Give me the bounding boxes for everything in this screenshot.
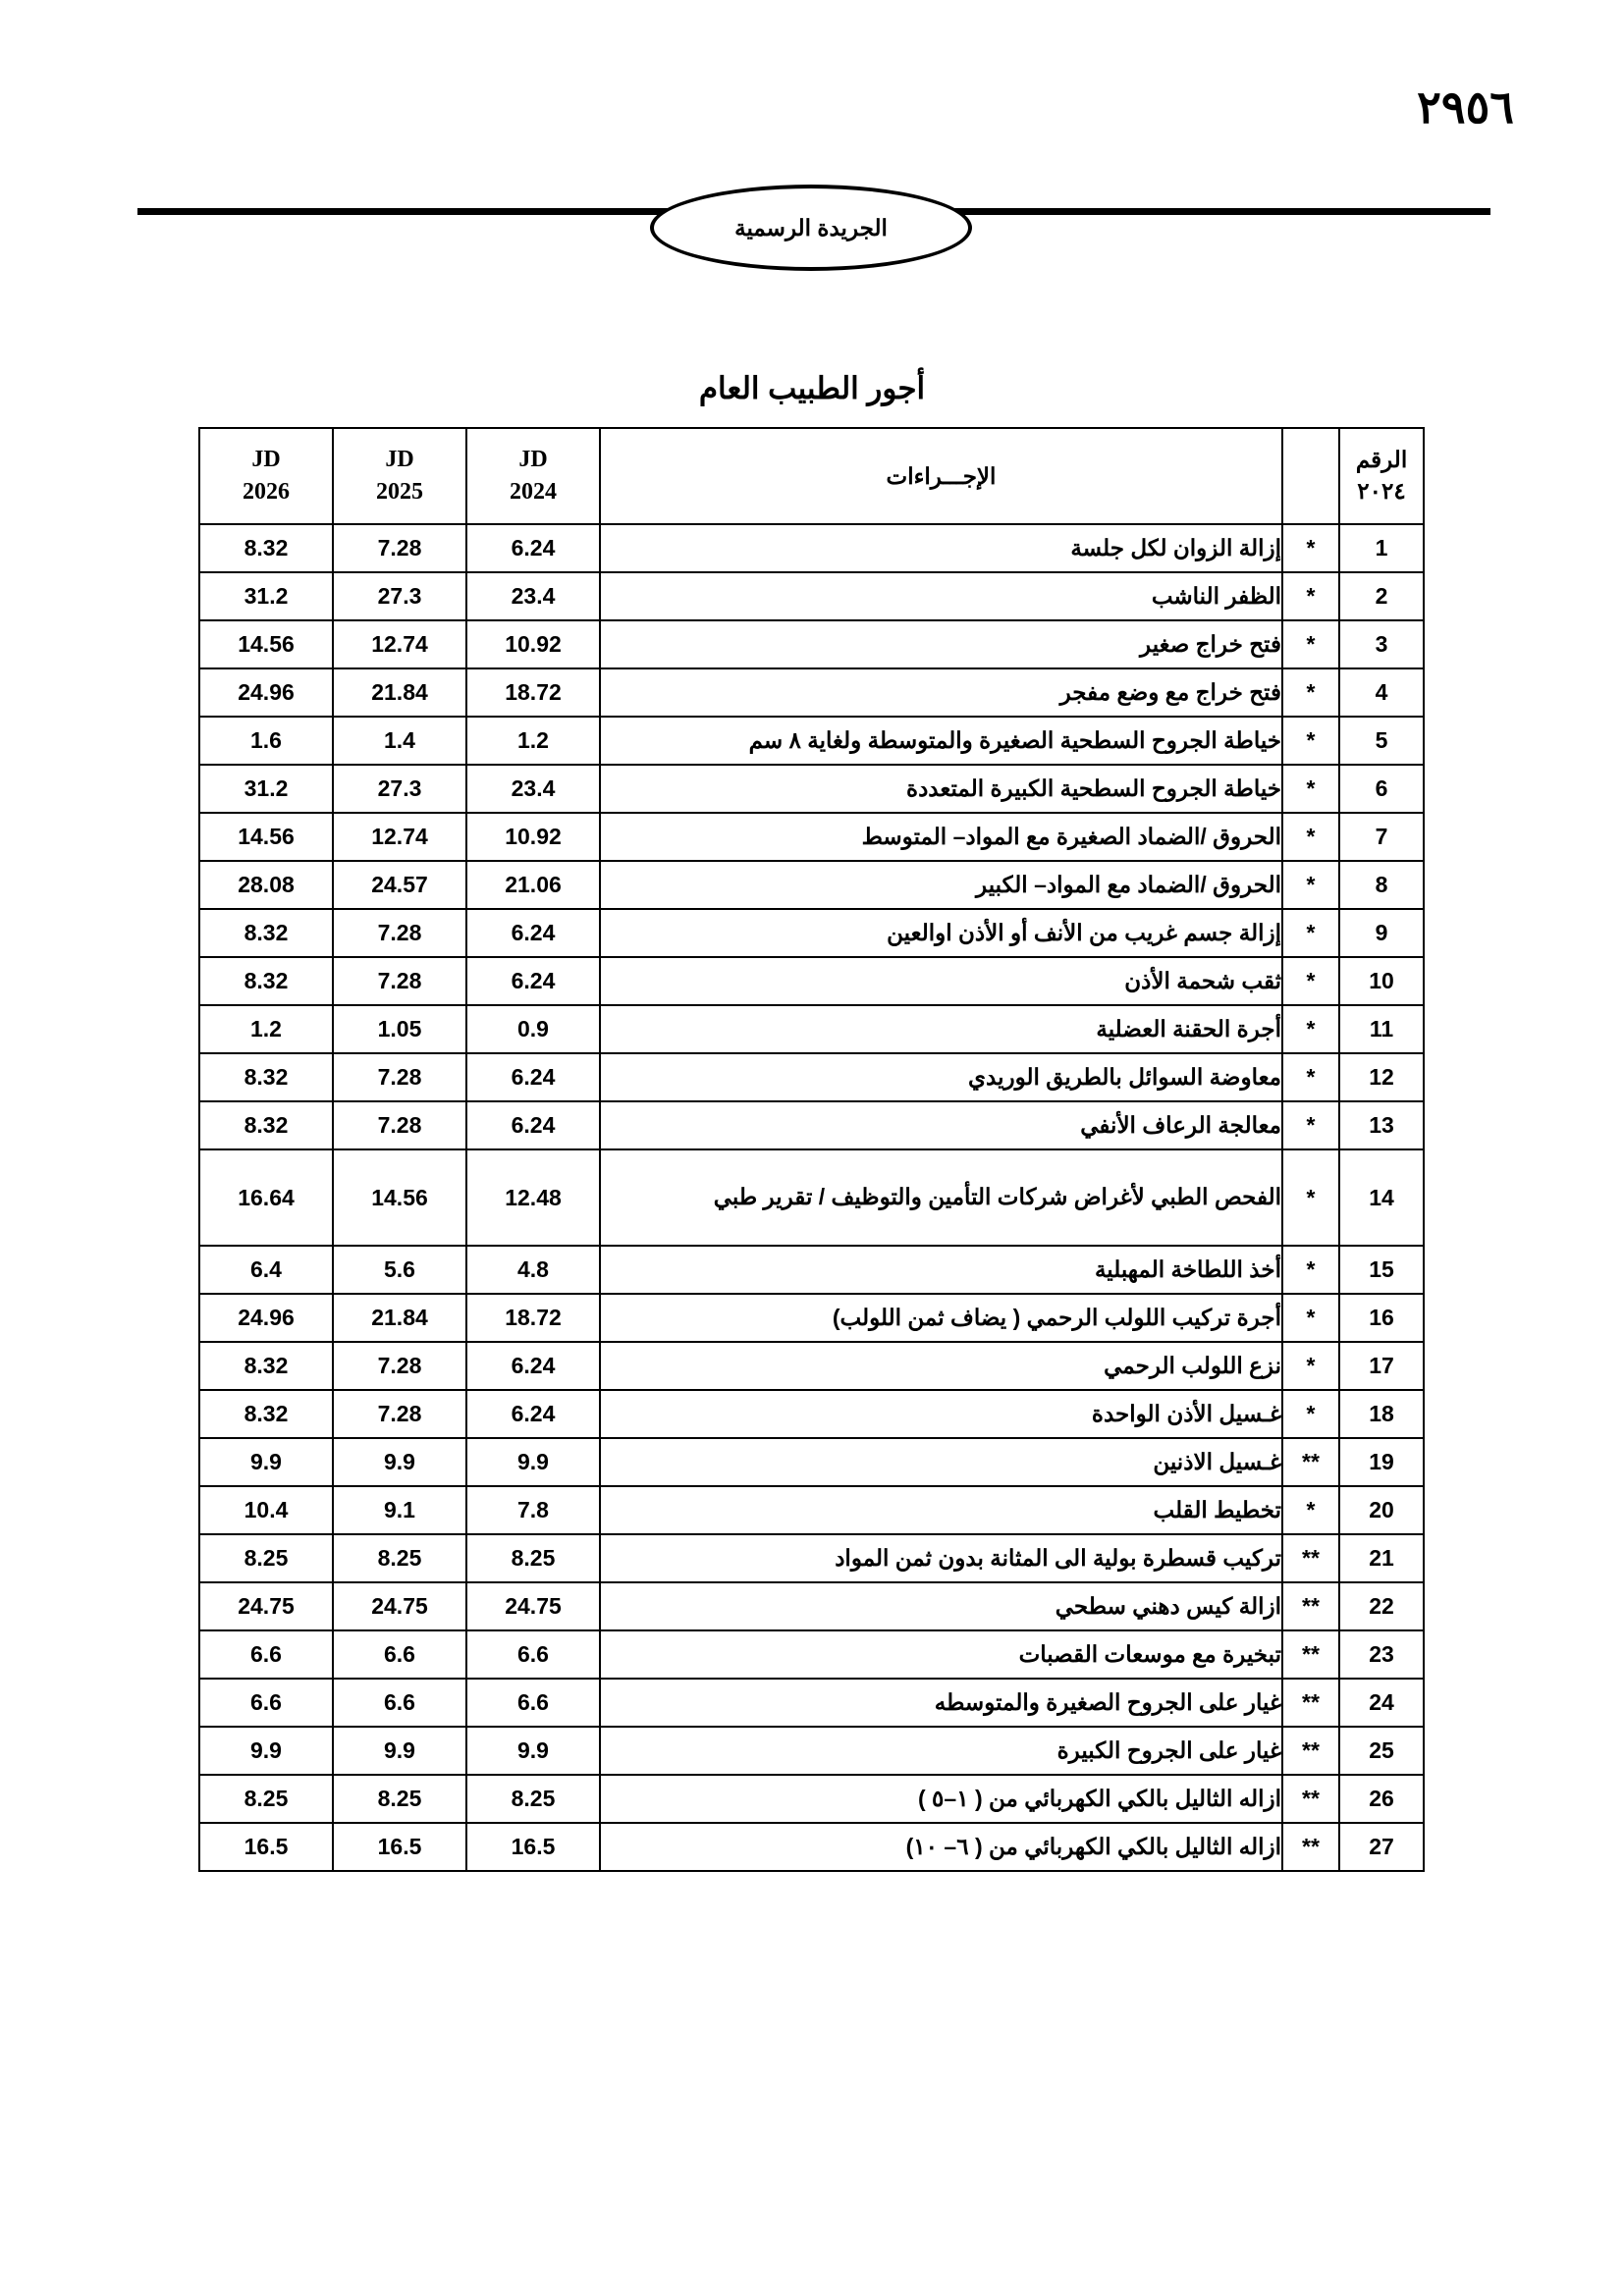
row-procedure: أخذ اللطاخة المهبلية (600, 1246, 1282, 1294)
table-row (199, 717, 1424, 765)
row-price-2025: 14.56 (333, 1149, 466, 1246)
row-price-2024: 6.6 (466, 1630, 600, 1679)
row-number: 4 (1339, 668, 1424, 717)
row-procedure: تركيب قسطرة بولية الى المثانة بدون ثمن المواد (600, 1534, 1282, 1582)
row-star-marker: * (1282, 1053, 1339, 1101)
row-price-2024: 7.8 (466, 1486, 600, 1534)
row-procedure: خياطة الجروح السطحية الكبيرة المتعددة (600, 765, 1282, 813)
page-number: ٢٩٥٦ (1417, 82, 1514, 133)
row-price-2024: 6.24 (466, 1342, 600, 1390)
row-price-2024: 1.2 (466, 717, 600, 765)
column-header-number (1339, 428, 1424, 524)
fees-table-container (200, 427, 1425, 1872)
row-price-2024: 10.92 (466, 813, 600, 861)
row-number: 15 (1339, 1246, 1424, 1294)
row-procedure: غـسيل الاذنين (600, 1438, 1282, 1486)
row-price-2025: 24.57 (333, 861, 466, 909)
row-price-2024: 21.06 (466, 861, 600, 909)
row-price-2024: 16.5 (466, 1823, 600, 1871)
row-price-2024: 6.24 (466, 1101, 600, 1149)
row-star-marker: * (1282, 909, 1339, 957)
row-procedure: إزالة الزوان لكل جلسة (600, 524, 1282, 572)
table-row (199, 861, 1424, 909)
table-row (199, 1679, 1424, 1727)
row-price-2024: 18.72 (466, 668, 600, 717)
table-row (199, 1390, 1424, 1438)
row-price-2025: 27.3 (333, 765, 466, 813)
row-price-2024: 9.9 (466, 1727, 600, 1775)
row-procedure: الظفر الناشب (600, 572, 1282, 620)
row-price-2026: 14.56 (199, 813, 333, 861)
row-number: 10 (1339, 957, 1424, 1005)
row-procedure: خياطة الجروح السطحية الصغيرة والمتوسطة ولغاية ٨ سم (600, 717, 1282, 765)
row-price-2024: 10.92 (466, 620, 600, 668)
row-price-2026: 24.75 (199, 1582, 333, 1630)
row-price-2026: 16.64 (199, 1149, 333, 1246)
table-row (199, 1630, 1424, 1679)
row-procedure: ازالة كيس دهني سطحي (600, 1582, 1282, 1630)
row-price-2024: 12.48 (466, 1149, 600, 1246)
row-procedure: نزع اللولب الرحمي (600, 1342, 1282, 1390)
row-number: 12 (1339, 1053, 1424, 1101)
row-price-2026: 31.2 (199, 572, 333, 620)
column-header-2026-year: 2026 (243, 479, 290, 505)
column-header-2024-year: 2024 (510, 479, 557, 505)
row-star-marker: ** (1282, 1775, 1339, 1823)
row-price-2025: 9.9 (333, 1727, 466, 1775)
row-number: 19 (1339, 1438, 1424, 1486)
row-price-2024: 23.4 (466, 765, 600, 813)
row-number: 17 (1339, 1342, 1424, 1390)
row-star-marker: * (1282, 572, 1339, 620)
row-star-marker: * (1282, 1342, 1339, 1390)
row-price-2025: 7.28 (333, 909, 466, 957)
row-price-2026: 16.5 (199, 1823, 333, 1871)
table-row (199, 1342, 1424, 1390)
table-row (199, 765, 1424, 813)
table-row (199, 813, 1424, 861)
row-star-marker: ** (1282, 1438, 1339, 1486)
row-price-2024: 6.24 (466, 1053, 600, 1101)
row-number: 23 (1339, 1630, 1424, 1679)
row-number: 25 (1339, 1727, 1424, 1775)
row-procedure: غـسيل الأذن الواحدة (600, 1390, 1282, 1438)
row-star-marker: * (1282, 765, 1339, 813)
row-price-2024: 6.6 (466, 1679, 600, 1727)
row-price-2024: 24.75 (466, 1582, 600, 1630)
row-price-2025: 9.9 (333, 1438, 466, 1486)
column-header-number-line1: الرقم (1355, 447, 1408, 473)
row-price-2025: 7.28 (333, 1101, 466, 1149)
row-star-marker: * (1282, 668, 1339, 717)
row-price-2026: 10.4 (199, 1486, 333, 1534)
row-star-marker: ** (1282, 1823, 1339, 1871)
row-price-2025: 7.28 (333, 1390, 466, 1438)
row-star-marker: ** (1282, 1582, 1339, 1630)
table-row (199, 1438, 1424, 1486)
row-number: 24 (1339, 1679, 1424, 1727)
table-row (199, 1727, 1424, 1775)
row-procedure: غيار على الجروح الكبيرة (600, 1727, 1282, 1775)
row-procedure: الحروق /الضماد الصغيرة مع المواد– المتوسط (600, 813, 1282, 861)
row-number: 18 (1339, 1390, 1424, 1438)
row-star-marker: * (1282, 1486, 1339, 1534)
row-procedure: تبخيرة مع موسعات القصبات (600, 1630, 1282, 1679)
row-price-2026: 9.9 (199, 1727, 333, 1775)
row-star-marker: * (1282, 524, 1339, 572)
column-header-2025-year: 2025 (376, 479, 423, 505)
row-procedure: أجرة تركيب اللولب الرحمي ( يضاف ثمن اللولب) (600, 1294, 1282, 1342)
row-price-2026: 8.32 (199, 1053, 333, 1101)
row-price-2025: 27.3 (333, 572, 466, 620)
row-star-marker: ** (1282, 1727, 1339, 1775)
row-price-2026: 8.32 (199, 1390, 333, 1438)
table-row (199, 1149, 1424, 1246)
row-number: 14 (1339, 1149, 1424, 1246)
row-procedure: ازاله الثاليل بالكي الكهربائي من ( ٦– ١٠) (600, 1823, 1282, 1871)
table-row (199, 668, 1424, 717)
row-price-2026: 9.9 (199, 1438, 333, 1486)
row-price-2025: 7.28 (333, 524, 466, 572)
row-procedure: الفحص الطبي لأغراض شركات التأمين والتوظيف / تقرير طبي (600, 1149, 1282, 1246)
table-body (199, 524, 1424, 1871)
row-star-marker: * (1282, 1390, 1339, 1438)
column-header-procedures: الإجـــراءات (600, 428, 1282, 524)
row-number: 11 (1339, 1005, 1424, 1053)
row-price-2026: 6.6 (199, 1679, 333, 1727)
row-number: 22 (1339, 1582, 1424, 1630)
row-price-2025: 5.6 (333, 1246, 466, 1294)
row-price-2024: 6.24 (466, 957, 600, 1005)
row-price-2025: 12.74 (333, 813, 466, 861)
table-row (199, 909, 1424, 957)
row-price-2026: 8.25 (199, 1534, 333, 1582)
row-price-2026: 8.32 (199, 1342, 333, 1390)
table-row (199, 1534, 1424, 1582)
column-header-star (1282, 428, 1339, 524)
row-price-2026: 31.2 (199, 765, 333, 813)
row-price-2025: 7.28 (333, 1342, 466, 1390)
table-row (199, 572, 1424, 620)
row-price-2025: 1.05 (333, 1005, 466, 1053)
row-number: 13 (1339, 1101, 1424, 1149)
row-procedure: ثقب شحمة الأذن (600, 957, 1282, 1005)
row-price-2026: 1.2 (199, 1005, 333, 1053)
row-number: 16 (1339, 1294, 1424, 1342)
row-star-marker: ** (1282, 1534, 1339, 1582)
row-procedure: تخطيط القلب (600, 1486, 1282, 1534)
row-price-2024: 9.9 (466, 1438, 600, 1486)
row-price-2025: 24.75 (333, 1582, 466, 1630)
row-price-2025: 16.5 (333, 1823, 466, 1871)
table-row (199, 1775, 1424, 1823)
row-price-2024: 23.4 (466, 572, 600, 620)
row-procedure: فتح خراج مع وضع مفجر (600, 668, 1282, 717)
row-price-2026: 28.08 (199, 861, 333, 909)
row-star-marker: * (1282, 1149, 1339, 1246)
column-header-2025 (333, 428, 466, 524)
row-price-2024: 4.8 (466, 1246, 600, 1294)
fees-table (198, 427, 1425, 1872)
row-star-marker: * (1282, 1294, 1339, 1342)
row-price-2026: 24.96 (199, 668, 333, 717)
row-number: 5 (1339, 717, 1424, 765)
table-row (199, 524, 1424, 572)
column-header-2024 (466, 428, 600, 524)
row-procedure: إزالة جسم غريب من الأنف أو الأذن اوالعين (600, 909, 1282, 957)
row-star-marker: * (1282, 1101, 1339, 1149)
row-price-2025: 21.84 (333, 668, 466, 717)
row-star-marker: ** (1282, 1679, 1339, 1727)
row-star-marker: * (1282, 1005, 1339, 1053)
row-star-marker: * (1282, 813, 1339, 861)
row-price-2025: 9.1 (333, 1486, 466, 1534)
row-price-2026: 8.25 (199, 1775, 333, 1823)
row-price-2026: 1.6 (199, 717, 333, 765)
row-star-marker: * (1282, 957, 1339, 1005)
row-price-2026: 8.32 (199, 909, 333, 957)
column-header-2026-currency: JD (251, 446, 281, 472)
row-procedure: غيار على الجروح الصغيرة والمتوسطه (600, 1679, 1282, 1727)
row-price-2024: 6.24 (466, 524, 600, 572)
row-number: 21 (1339, 1534, 1424, 1582)
table-row (199, 1101, 1424, 1149)
row-number: 27 (1339, 1823, 1424, 1871)
row-star-marker: * (1282, 717, 1339, 765)
table-row (199, 1582, 1424, 1630)
row-number: 20 (1339, 1486, 1424, 1534)
row-number: 2 (1339, 572, 1424, 620)
table-row (199, 1486, 1424, 1534)
table-header-row (199, 428, 1424, 524)
row-procedure: معالجة الرعاف الأنفي (600, 1101, 1282, 1149)
page-title: أجور الطبيب العام (698, 371, 926, 405)
column-header-2025-currency: JD (385, 446, 414, 472)
table-row (199, 957, 1424, 1005)
row-price-2026: 6.4 (199, 1246, 333, 1294)
table-row (199, 620, 1424, 668)
row-star-marker: * (1282, 1246, 1339, 1294)
row-price-2026: 14.56 (199, 620, 333, 668)
row-procedure: معاوضة السوائل بالطريق الوريدي (600, 1053, 1282, 1101)
row-procedure: أجرة الحقنة العضلية (600, 1005, 1282, 1053)
gazette-badge: الجريدة الرسمية (650, 185, 972, 271)
row-price-2025: 8.25 (333, 1775, 466, 1823)
row-star-marker: * (1282, 620, 1339, 668)
row-price-2024: 8.25 (466, 1775, 600, 1823)
row-price-2025: 7.28 (333, 1053, 466, 1101)
table-row (199, 1053, 1424, 1101)
row-price-2025: 6.6 (333, 1679, 466, 1727)
table-row (199, 1246, 1424, 1294)
row-procedure: ازاله الثاليل بالكي الكهربائي من ( ١–٥ ) (600, 1775, 1282, 1823)
row-price-2026: 8.32 (199, 957, 333, 1005)
column-header-2024-currency: JD (518, 446, 548, 472)
row-price-2025: 12.74 (333, 620, 466, 668)
row-price-2024: 6.24 (466, 1390, 600, 1438)
row-number: 26 (1339, 1775, 1424, 1823)
row-procedure: فتح خراج صغير (600, 620, 1282, 668)
row-procedure: الحروق /الضماد مع المواد– الكبير (600, 861, 1282, 909)
row-number: 1 (1339, 524, 1424, 572)
row-star-marker: ** (1282, 1630, 1339, 1679)
table-row (199, 1294, 1424, 1342)
row-price-2025: 7.28 (333, 957, 466, 1005)
row-price-2025: 8.25 (333, 1534, 466, 1582)
row-number: 3 (1339, 620, 1424, 668)
row-price-2024: 8.25 (466, 1534, 600, 1582)
row-price-2024: 18.72 (466, 1294, 600, 1342)
row-price-2024: 0.9 (466, 1005, 600, 1053)
column-header-number-line2: ٢٠٢٤ (1357, 478, 1406, 504)
row-number: 6 (1339, 765, 1424, 813)
row-price-2026: 8.32 (199, 1101, 333, 1149)
row-star-marker: * (1282, 861, 1339, 909)
row-price-2025: 6.6 (333, 1630, 466, 1679)
row-number: 8 (1339, 861, 1424, 909)
row-price-2025: 21.84 (333, 1294, 466, 1342)
row-price-2026: 8.32 (199, 524, 333, 572)
page-header (0, 185, 1624, 273)
table-header (199, 428, 1424, 524)
table-row (199, 1823, 1424, 1871)
row-number: 7 (1339, 813, 1424, 861)
row-price-2025: 1.4 (333, 717, 466, 765)
row-number: 9 (1339, 909, 1424, 957)
row-price-2026: 6.6 (199, 1630, 333, 1679)
table-row (199, 1005, 1424, 1053)
row-price-2026: 24.96 (199, 1294, 333, 1342)
row-price-2024: 6.24 (466, 909, 600, 957)
column-header-2026 (199, 428, 333, 524)
